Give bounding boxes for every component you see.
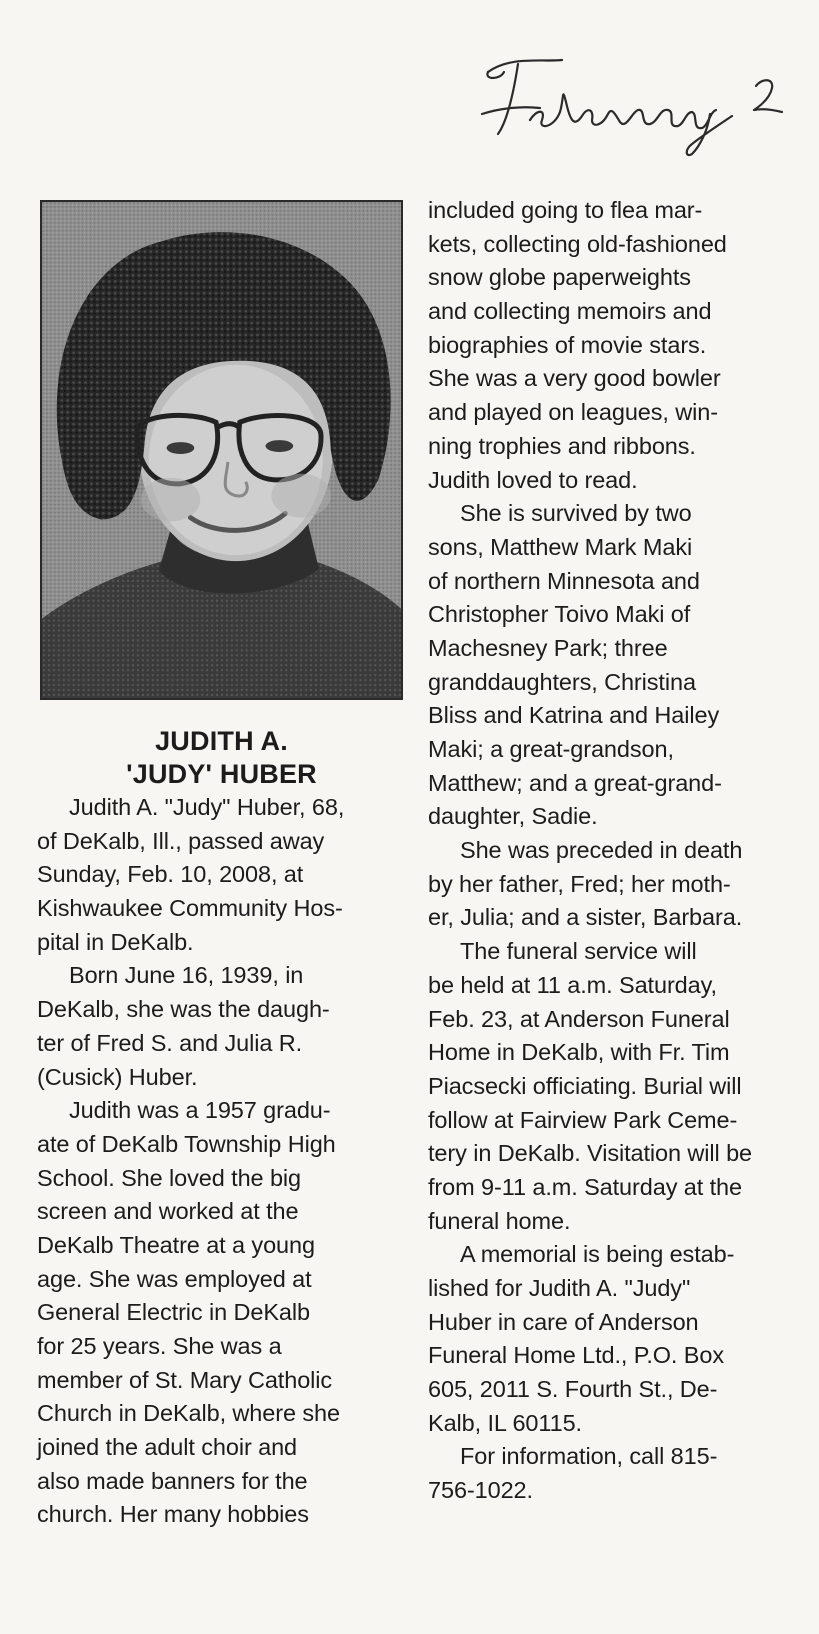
text-line: by her father, Fred; her moth- (428, 870, 731, 897)
text-line: Funeral Home Ltd., P.O. Box (428, 1342, 724, 1369)
text-line: sons, Matthew Mark Maki (428, 533, 693, 560)
text-line: lished for Judith A. "Judy" (428, 1275, 691, 1301)
text-line: Church in DeKalb, where she (37, 1400, 340, 1427)
text-line: Judith loved to read. (428, 466, 638, 493)
text-line: Sunday, Feb. 10, 2008, at (37, 861, 304, 888)
text-line: also made banners for the (37, 1467, 308, 1494)
text-line: screen and worked at the (37, 1198, 299, 1225)
text-line: Piacsecki officiating. Burial will (428, 1072, 742, 1099)
text-line: Matthew; and a great-grand- (428, 769, 722, 796)
text-line: Kalb, IL 60115. (428, 1409, 582, 1436)
text-line: Judith was a 1957 gradu- (69, 1097, 331, 1124)
text-line: of DeKalb, Ill., passed away (37, 827, 325, 854)
text-line: DeKalb, she was the daugh- (37, 996, 330, 1023)
text-line: daughter, Sadie. (428, 803, 598, 830)
text-line: For information, call 815- (460, 1443, 718, 1470)
portrait-illustration (42, 202, 401, 698)
text-line: 605, 2011 S. Fourth St., De- (428, 1376, 718, 1403)
text-line: Born June 16, 1939, in (69, 962, 304, 989)
text-line: ter of Fred S. and Julia R. (37, 1029, 303, 1056)
text-line: Huber in care of Anderson (428, 1308, 699, 1335)
right-text-column (428, 194, 788, 1508)
text-line: She was preceded in death (460, 837, 743, 864)
text-line: granddaughters, Christina (428, 668, 696, 695)
text-line: and collecting memoirs and (428, 298, 712, 325)
text-line: DeKalb Theatre at a young (37, 1231, 315, 1258)
text-line: School. She loved the big (37, 1164, 302, 1191)
text-line: tery in DeKalb. Visitation will be (428, 1140, 753, 1167)
text-line: ning trophies and ribbons. (428, 432, 696, 459)
text-line: A memorial is being estab- (460, 1241, 735, 1268)
text-line: General Electric in DeKalb (37, 1299, 310, 1326)
text-line: ate of DeKalb Township High (37, 1130, 336, 1157)
text-line: Judith A. "Judy" Huber, 68, (69, 794, 345, 820)
text-line: She is survived by two (460, 500, 692, 527)
text-line: from 9-11 a.m. Saturday at the (428, 1173, 742, 1200)
heading-line-name: JUDITH A. (155, 726, 288, 756)
text-line: Home in DeKalb, with Fr. Tim (428, 1039, 730, 1066)
text-line: and played on leagues, win- (428, 399, 718, 426)
handwritten-date-note (470, 50, 800, 160)
left-text-column (37, 791, 407, 1532)
text-line: for 25 years. She was a (37, 1333, 282, 1359)
text-line: be held at 11 a.m. Saturday, (428, 971, 717, 998)
text-line: She was a very good bowler (428, 365, 721, 392)
text-line: pital in DeKalb. (37, 928, 194, 955)
obituary-heading (40, 725, 403, 791)
text-line: funeral home. (428, 1207, 571, 1234)
text-line: Feb. 23, at Anderson Funeral (428, 1005, 730, 1032)
text-line: (Cusick) Huber. (37, 1063, 198, 1090)
portrait-photo (40, 200, 403, 700)
text-line: snow globe paperweights (428, 264, 691, 291)
text-line: Bliss and Katrina and Hailey (428, 702, 720, 729)
text-line: of northern Minnesota and (428, 567, 700, 594)
text-line: Machesney Park; three (428, 634, 668, 661)
text-line: Maki; a great-grandson, (428, 736, 674, 762)
text-line: er, Julia; and a sister, Barbara. (428, 904, 743, 931)
text-line: follow at Fairview Park Ceme- (428, 1106, 738, 1133)
text-line: church. Her many hobbies (37, 1501, 309, 1528)
heading-line-nickname: 'JUDY' HUBER (126, 759, 317, 789)
text-line: included going to flea mar- (428, 197, 703, 223)
text-line: age. She was employed at (37, 1265, 312, 1292)
text-line: biographies of movie stars. (428, 331, 707, 358)
text-line: joined the adult choir and (37, 1434, 298, 1461)
handwritten-date-scribble (470, 50, 800, 160)
text-line: 756-1022. (428, 1477, 533, 1504)
text-line: kets, collecting old-fashioned (428, 230, 727, 257)
text-line: The funeral service will (460, 938, 697, 965)
text-line: member of St. Mary Catholic (37, 1366, 333, 1393)
text-line: Christopher Toivo Maki of (428, 601, 691, 628)
text-line: Kishwaukee Community Hos- (37, 895, 343, 922)
